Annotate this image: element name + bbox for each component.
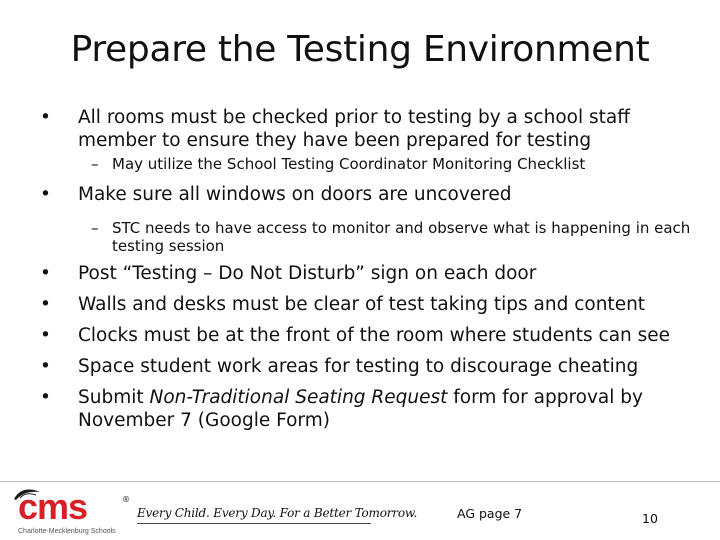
sub-bullet-text: May utilize the School Testing Coordinator Monitoring Checklist (112, 155, 586, 173)
sub-bullet-item (38, 219, 698, 255)
bullet-glyph: • (40, 263, 51, 284)
sub-bullet-glyph: – (91, 219, 99, 237)
bullet-text: Walls and desks must be clear of test taking tips and content (78, 294, 646, 315)
bullet-glyph: • (40, 387, 51, 408)
bullet-item (38, 324, 698, 347)
sub-bullet-glyph: – (91, 155, 99, 173)
tagline: Every Child. Every Day. For a Better Tomorrow. (137, 506, 418, 520)
bullet-item (38, 262, 698, 285)
registered-mark: ® (122, 495, 130, 504)
bullet-item (38, 106, 698, 152)
form-name: Non-Traditional Seating Request (149, 387, 448, 408)
footer (0, 468, 720, 540)
bullet-item (38, 183, 698, 206)
bullet-text: Post “Testing – Do Not Disturb” sign on each door (78, 263, 537, 284)
bullet-text: Clocks must be at the front of the room where students can see (78, 325, 671, 346)
tagline-underline (137, 523, 371, 524)
bullet-glyph: • (40, 184, 51, 205)
bullet-text: All rooms must be checked prior to testing by a school staff member to ensure they have been prepared for testing (78, 107, 630, 151)
footer-divider (0, 481, 720, 482)
bullet-text: Space student work areas for testing to discourage cheating (78, 356, 639, 377)
slide-title: Prepare the Testing Environment (70, 29, 650, 70)
logo-subtitle: Charlotte-Mecklenburg Schools (18, 528, 116, 535)
bullet-glyph: • (40, 107, 51, 128)
bullet-item (38, 355, 698, 378)
bullet-list (38, 106, 698, 432)
bullet-glyph: • (40, 294, 51, 315)
page-number: 10 (642, 511, 658, 526)
cms-logo (10, 483, 130, 538)
bullet-item (38, 386, 698, 432)
sub-bullet-item (38, 155, 698, 173)
bullet-text-suffix: form for approval by November 7 (Google Form) (78, 387, 643, 431)
bullet-glyph: • (40, 325, 51, 346)
sub-bullet-text: STC needs to have access to monitor and observe what is happening in each testing session (112, 219, 691, 255)
bullet-text: Make sure all windows on doors are uncovered (78, 184, 512, 205)
bullet-text-prefix: Submit (78, 387, 150, 408)
bullet-item (38, 293, 698, 316)
bullet-glyph: • (40, 356, 51, 377)
logo-wordmark: cms (18, 486, 88, 527)
page-reference: AG page 7 (457, 506, 523, 521)
